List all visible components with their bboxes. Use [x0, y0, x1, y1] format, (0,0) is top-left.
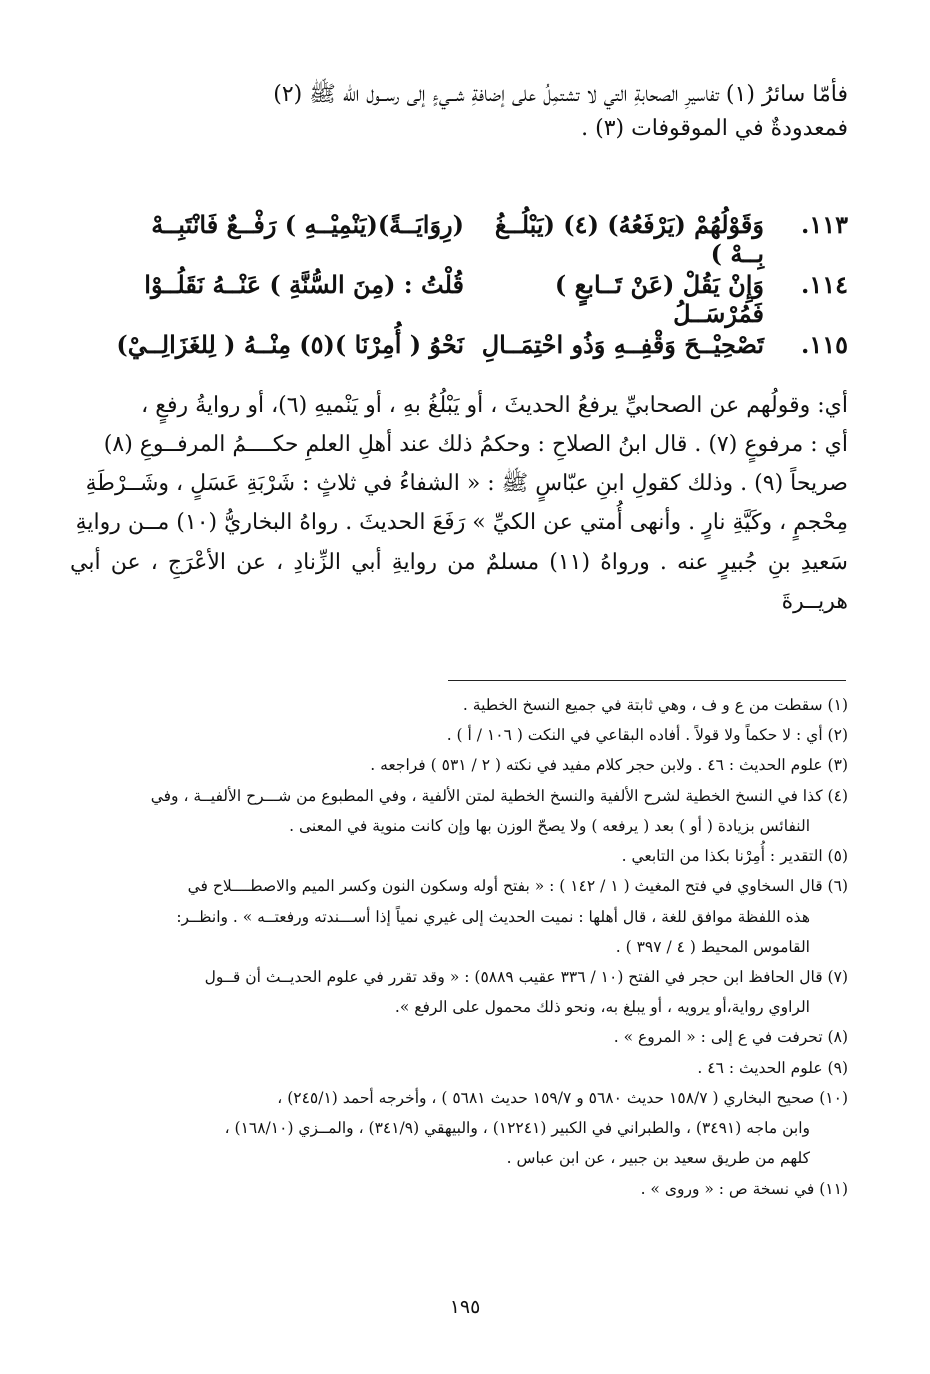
- commentary-line: أي: وقولُهم عن الصحابيِّ يرفعُ الحديثَ ، أو يَبْلُغُ بهِ ، أو يَنْميهِ (٦)، أو روايةُ رفعٍ ،: [141, 393, 848, 418]
- footnote-separator: [448, 680, 846, 681]
- footnote-line: (١) سقطت من ع و ف ، وهي ثابتة في جميع النسخ الخطية .: [462, 696, 848, 714]
- commentary-paragraph: [70, 386, 848, 621]
- footnote-4: [70, 781, 848, 841]
- verse-block: [70, 210, 848, 390]
- verse-115: [70, 330, 848, 390]
- footnote-line: وابن ماجه (٣٤٩١) ، والطبراني في الكبير (١٢٢٤١) ، والبيهقي (٣٤١/٩) ، والمــزي (١٦٨/١٠) ،: [224, 1119, 810, 1138]
- footnote-7: [70, 962, 848, 1022]
- footnote-5: [70, 841, 848, 871]
- footnote-line: (١٠) صحيح البخاري ( ١٥٨/٧ حديث ٥٦٨٠ و ١٥٩/٧ حديث ٥٦٨١ ) ، وأخرجه أحمد (٢٤٥/١) ،: [277, 1088, 848, 1107]
- commentary-line: أي : مرفوعٍ (٧) . قال ابنُ الصلاحِ : وحكمُ ذلك عند أهلِ العلمِ حكــــمُ المرفــوعِ (٨): [103, 432, 848, 458]
- page-number: ١٩٥: [449, 1296, 481, 1318]
- footnote-line: الراوي رواية،أو يرويه ، أو يبلغ به، ونحو ذلك محمول على الرفع ».: [394, 998, 810, 1017]
- footnote-line: هذه اللفظة موافق للغة ، قال أهلها : نميت الحديث إلى غيري نمياً إذا أســـندته ورفعتــه » . وانظــر:: [176, 907, 810, 926]
- footnote-3: [70, 750, 848, 780]
- footnote-line: (٧) قال الحافظ ابن حجر في الفتح (١٠ / ٣٣٦ عقيب ٥٨٨٩) : « وقد تقرر في علوم الحديــث أن قــول: [204, 967, 848, 986]
- verse-number: ١١٤.: [800, 270, 848, 299]
- intro-line: فمعدودةٌ في الموقوفات (٣) .: [581, 116, 848, 142]
- verse-second-hemistich: (رِوَايَــةً)(يَنْمِيْــهِ ) رَفْــعٌ فَانْتَبِــهْ: [151, 210, 464, 239]
- intro-line: فأمّا سائرُ (١) تفاسيرِ الصحابةِ التي لا تشتمِلُ على إضافةِ شــيءٍ إلى رســول الله ﷺ (٢): [273, 82, 848, 107]
- footnote-line: النفائس بزيادة ( أو ) بعد ( يرفعه ) ولا يصحّ الوزن بها وإن كانت منوية في المعنى .: [289, 816, 810, 835]
- footnote-line: (٢) أي : لا حكماً ولا قولاً . أفاده البقاعي في النكت ( ١٠٦ / أ ) .: [446, 726, 848, 745]
- footnote-line: كلهم من طريق سعيد بن جبير ، عن ابن عباس .: [506, 1149, 810, 1168]
- footnote-6: [70, 871, 848, 962]
- verse-first-hemistich: وَإِنْ يَقُلْ (عَنْ تَــابعٍ ) فَمُرْسَــلُ: [554, 270, 764, 328]
- footnote-line: (١١) في نسخة ص : « وروى » .: [640, 1179, 848, 1198]
- footnote-2: [70, 720, 848, 750]
- verse-number: ١١٣.: [800, 210, 848, 239]
- intro-paragraph: [70, 78, 848, 146]
- footnote-line: (٨) تحرفت في ع إلى : « المروع » .: [613, 1028, 848, 1047]
- verse-number: ١١٥.: [800, 330, 848, 359]
- footnote-line: (٤) كذا في النسخ الخطية لشرح الألفية والنسخ الخطية لمتن الألفية ، وفي المطبوع من شـــرح الألفيــة ، وفي: [150, 786, 848, 805]
- verse-second-hemistich: نَحْوُ ( أُمِرْنَا )(٥) مِنْــهُ ( لِلغَزَالِــيْ): [116, 330, 464, 359]
- footnote-9: [70, 1053, 848, 1083]
- verse-113: [70, 210, 848, 270]
- footnote-8: [70, 1022, 848, 1052]
- commentary-line: صريحاً (٩) . وذلك كقولِ ابنِ عبّاسٍ ﷺ : « الشفاءُ في ثلاثٍ : شَرْبَةِ عَسَلٍ ، وشَــرْطَةِ: [85, 471, 848, 497]
- footnote-line: (٩) علوم الحديث : ٤٦ .: [697, 1058, 848, 1077]
- footnotes: [70, 690, 848, 1204]
- footnote-10: [70, 1083, 848, 1174]
- footnote-line: (٥) التقدير : أُمِرْنا بكذا من التابعي .: [621, 847, 848, 866]
- footnote-line: (٦) قال السخاوي في فتح المغيث ( ١ / ١٤٢ ) : « بفتح أوله وسكون النون وكسر الميم والاصطــــلاح في: [187, 877, 848, 896]
- footnote-11: [70, 1174, 848, 1204]
- commentary-line: مِحْجمٍ ، وكَيَّةِ نارٍ . وأنهى أُمتي عن الكيِّ » رَفَعَ الحديثَ . رواهُ البخاريُّ (١٠) مــن روايةِ: [75, 510, 848, 536]
- verse-second-hemistich: قُلْتُ : (مِنَ السُّنَّةِ ) عَنْــهُ نَقَلُــوْا: [144, 270, 464, 299]
- footnote-line: القاموس المحيط ( ٤ / ٣٩٧ ) .: [615, 937, 810, 956]
- commentary-line: سَعيدِ بنِ جُبيرٍ عنه . ورواهُ (١١) مسلمٌ من روايةِ أبي الزِّنادِ ، عن الأعْرَجِ ، عن أبي هريــرةَ: [70, 549, 848, 614]
- verse-114: [70, 270, 848, 330]
- verse-first-hemistich: وَقَوْلُهُمْ (يَرْفَعُهُ) (٤) (يَبْلُــغُ بِــهْ ): [494, 210, 764, 268]
- footnote-1: [70, 690, 848, 720]
- footnote-line: (٣) علوم الحديث : ٤٦ . ولابن حجر كلام مفيد في نكته ( ٢ / ٥٣١ ) فراجعه .: [370, 756, 848, 775]
- verse-first-hemistich: تَصْحِيْــحَ وَقْفِــهِ وَذُو احْتِمَــالِ: [481, 330, 764, 359]
